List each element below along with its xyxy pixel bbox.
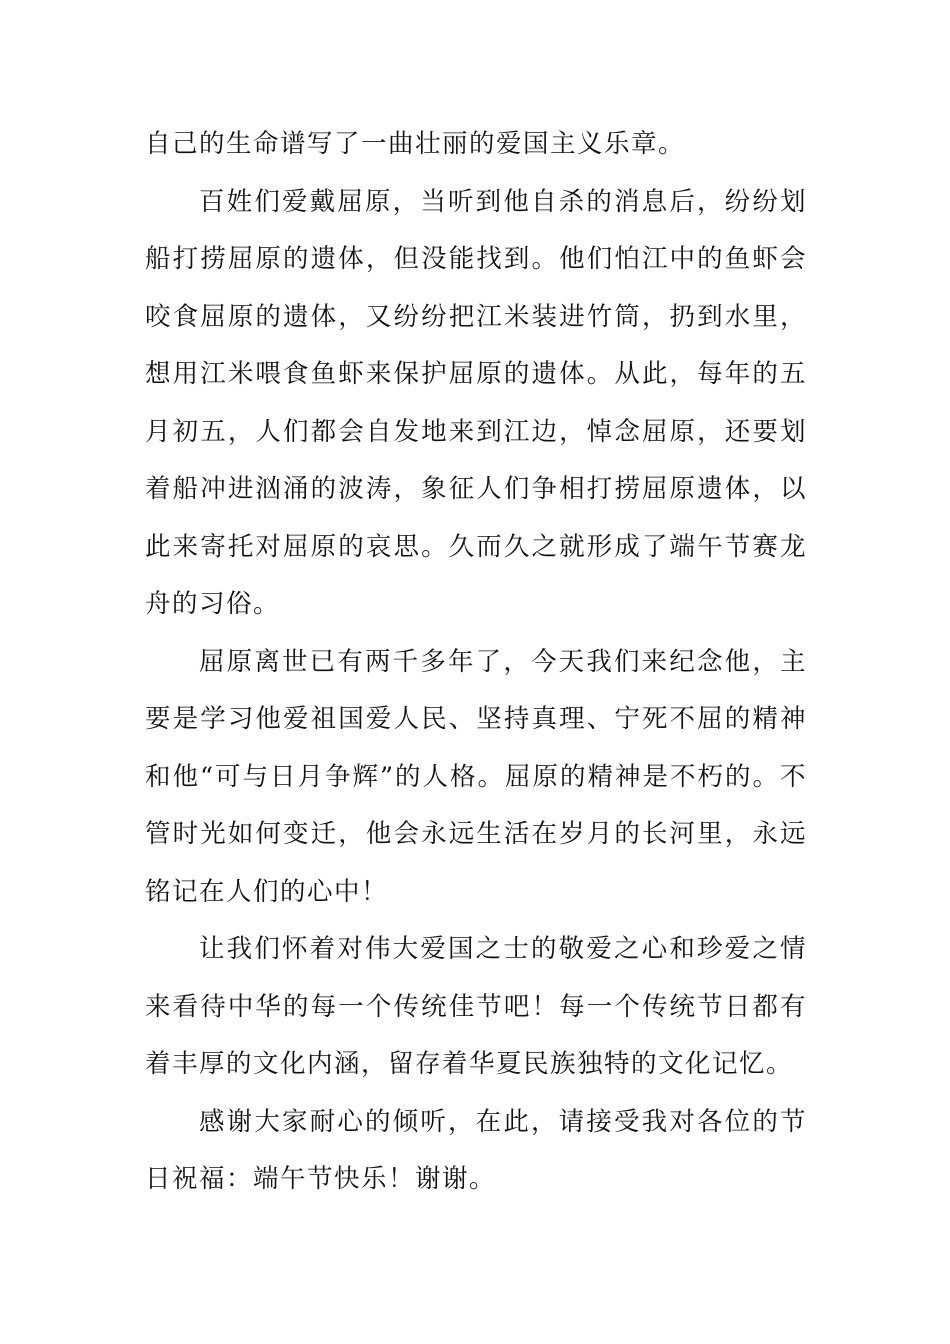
paragraph-closing-wishes: 感谢大家耐心的倾听，在此，请接受我对各位的节日祝福：端午节快乐！谢谢。 (145, 1106, 807, 1194)
paragraph-traditional-festivals: 让我们怀着对伟大爱国之士的敬爱之心和珍爱之情来看待中华的每一个传统佳节吧！每一个传统节日都有着丰厚的文化内涵，留存着华夏民族独特的文化记忆。 (145, 934, 807, 1079)
paragraph-qu-yuan-spirit: 屈原离世已有两千多年了，今天我们来纪念他，主要是学习他爱祖国爱人民、坚持真理、宁死不屈的精神和他“可与日月争辉”的人格。屈原的精神是不朽的。不管时光如何变迁，他会永远生活在岁月的长河里，永远铭记在人们的心中！ (145, 646, 807, 907)
speech-body (145, 116, 807, 1209)
paragraph-dragon-boat-origin: 百姓们爱戴屈原，当听到他自杀的消息后，纷纷划船打捞屈原的遗体，但没能找到。他们怕江中的鱼虾会咬食屈原的遗体，又纷纷把江米装进竹筒，扔到水里，想用江米喂食鱼虾来保护屈原的遗体。从此，每年的五月初五，人们都会自发地来到江边，悼念屈原，还要划着船冲进汹涌的波涛，象征人们争相打捞屈原遗体，以此来寄托对屈原的哀思。久而久之就形成了端午节赛龙舟的习俗。 (145, 186, 807, 619)
paragraph-continuation: 自己的生命谱写了一曲壮丽的爱国主义乐章。 (145, 129, 686, 159)
